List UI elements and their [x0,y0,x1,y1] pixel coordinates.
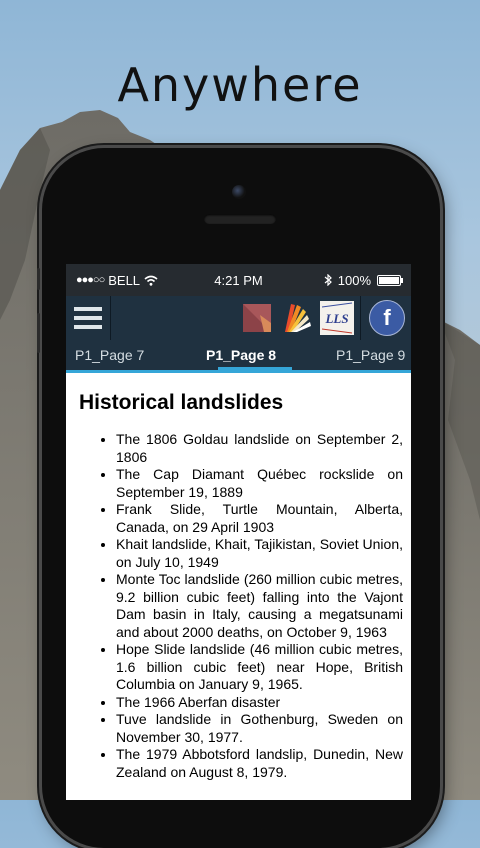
battery-percent: 100% [337,272,371,288]
status-bar [66,264,411,296]
list-item: • Monte Toc landslide (260 million cubic metres, 9.2 billion cubic feet) falling into the Vajont Dam basin in Italy, causing a megatsunami and about 2000 deaths, on October 9, 1963 [116,571,403,641]
lls-logo-icon[interactable] [320,301,354,335]
list-item: • Hope Slide landslide (46 million cubic metres, 1.6 billion cubic feet) near Hope, British Columbia on January 9, 1965. [116,641,403,694]
signal-strength-icon: ●●●○○ [76,274,105,286]
svg-text:LLS: LLS [325,311,349,326]
page-tabs [66,340,411,370]
carrier-label: BELL [108,272,141,288]
wifi-icon [144,275,158,286]
menu-icon[interactable] [66,296,111,340]
article-title: Historical landslides [79,391,284,414]
tab-p1-page-7[interactable]: P1_Page 7 [75,347,145,363]
list-item: • The 1979 Abbotsford landslip, Dunedin, New Zealand on August 8, 1979. [116,746,403,781]
article-content [66,373,411,781]
list-item: • The Cap Diamant Québec rockslide on September 19, 1889 [116,466,403,501]
tab-p1-page-8[interactable]: P1_Page 8 [206,347,277,363]
facebook-letter: f [383,305,391,330]
app-toolbar [66,296,411,340]
list-item: • The 1806 Goldau landslide on September 2, 1806 [116,431,403,466]
phone-screen [66,264,411,800]
list-item: • The 1966 Aberfan disaster [116,694,403,712]
front-camera [232,185,246,199]
list-item: • Frank Slide, Turtle Mountain, Alberta, Canada, on 29 April 1903 [116,501,403,536]
tab-p1-page-9[interactable]: P1_Page 9 [336,347,406,363]
color-fan-icon[interactable] [280,301,314,335]
facebook-icon[interactable] [369,300,405,336]
active-tab-indicator [218,367,292,370]
battery-level [379,277,399,284]
battery-icon [377,275,401,286]
landslide-list [79,431,403,781]
volume-button [37,313,40,353]
list-item: • Khait landslide, Khait, Tajikistan, Soviet Union, on July 10, 1949 [116,536,403,571]
list-item: • Tuve landslide in Gothenburg, Sweden on November 30, 1977. [116,711,403,746]
headline: Anywhere [117,58,363,112]
clock: 4:21 PM [214,272,263,288]
toolbar-divider [360,296,361,340]
app-tile-icon[interactable] [240,301,274,335]
volume-button [37,268,40,290]
earpiece-speaker [204,214,276,224]
bluetooth-icon [324,274,332,286]
